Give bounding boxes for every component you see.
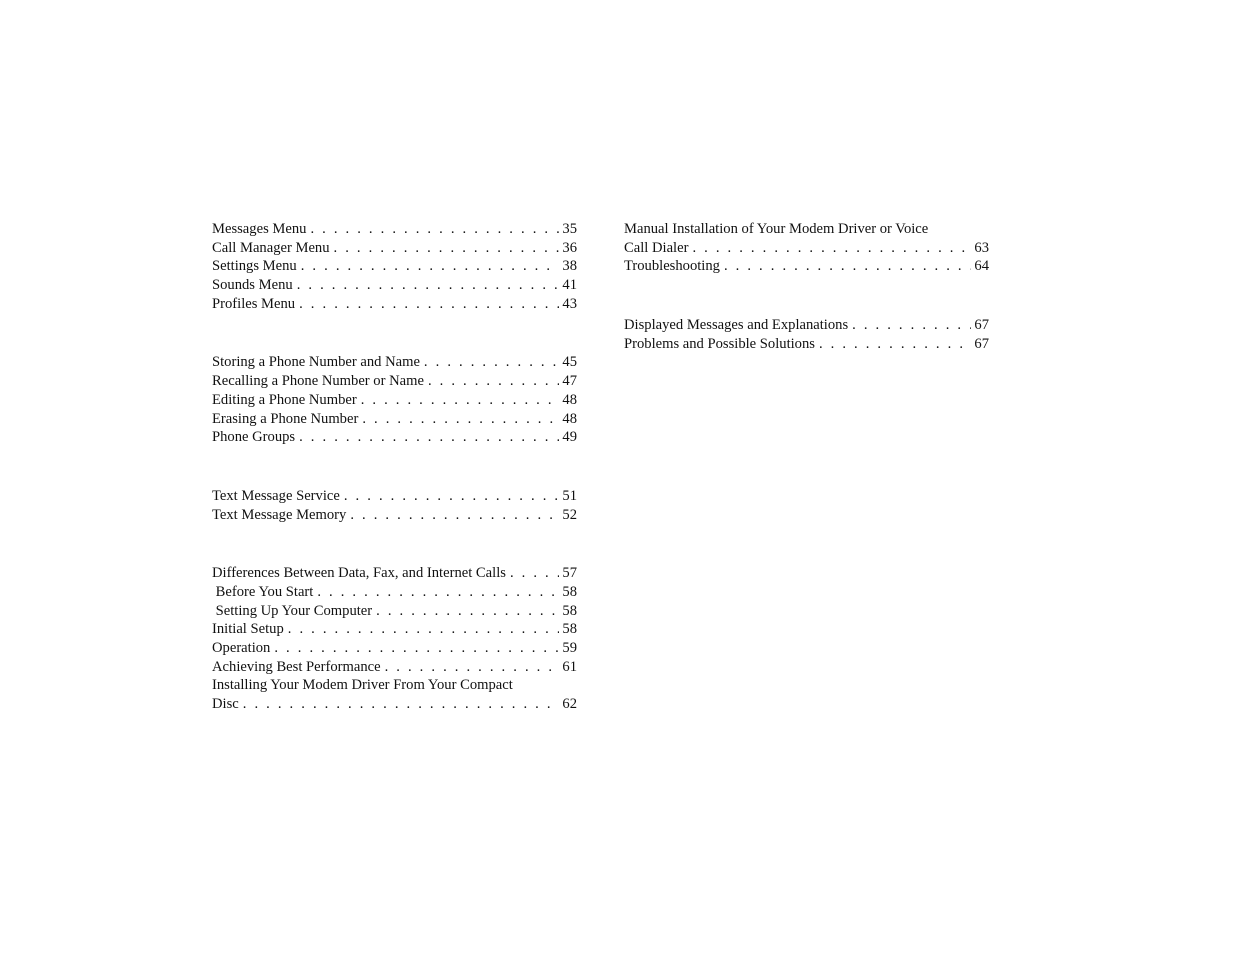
toc-entry[interactable] (212, 602, 577, 621)
leader-dots (288, 620, 560, 639)
toc-section (212, 220, 577, 313)
toc-entry-page-number: 48 (562, 391, 577, 408)
leader-dots (299, 295, 559, 314)
leader-dots (852, 316, 971, 335)
toc-entry-title: Messages Menu (212, 221, 307, 237)
leader-dots (376, 602, 559, 621)
section-gap (212, 524, 577, 564)
section-gap (624, 276, 989, 316)
toc-entry-title: Recalling a Phone Number or Name (212, 373, 424, 390)
section-gap (212, 313, 577, 353)
toc-entry-page-number: 43 (562, 295, 577, 312)
toc-entry[interactable] (212, 639, 577, 658)
toc-entry[interactable] (212, 220, 577, 239)
leader-dots (310, 220, 559, 239)
toc-entry-page-number: 63 (974, 239, 989, 256)
leader-dots (350, 506, 559, 525)
leader-dots (692, 239, 971, 258)
leader-dots (510, 564, 559, 583)
toc-entry-page-number: 61 (562, 658, 577, 675)
toc-entry-title: Operation (212, 640, 271, 656)
toc-entry-title: Settings Menu (212, 258, 297, 275)
leader-dots (243, 695, 560, 714)
toc-entry-title: Displayed Messages and Explanations (624, 317, 849, 334)
leader-dots (362, 410, 559, 429)
toc-entry[interactable] (212, 658, 577, 677)
toc-entry[interactable] (212, 353, 577, 372)
toc-entry-page-number: 58 (562, 621, 577, 638)
toc-entry[interactable] (212, 506, 577, 525)
toc-entry-title: Differences Between Data, Fax, and Internet Calls (212, 565, 506, 582)
toc-entry-page-number: 35 (562, 221, 577, 237)
leader-dots (344, 487, 560, 506)
toc-entry[interactable] (624, 239, 989, 258)
toc-entry-page-number: 62 (562, 696, 577, 713)
leader-dots (317, 583, 559, 602)
toc-entry-page-number: 57 (562, 565, 577, 582)
toc-right-column (624, 220, 989, 353)
leader-dots (274, 639, 559, 658)
toc-entry-title: Disc (212, 696, 239, 713)
toc-entry-title: Text Message Service (212, 487, 340, 504)
toc-entry-title: Call Manager Menu (212, 239, 330, 256)
toc-section (212, 487, 577, 524)
toc-entry[interactable] (624, 257, 989, 276)
toc-entry[interactable] (212, 410, 577, 429)
toc-entry[interactable] (212, 391, 577, 410)
leader-dots (385, 658, 560, 677)
toc-entry[interactable] (212, 239, 577, 258)
toc-entry-title: Call Dialer (624, 239, 689, 256)
toc-entry[interactable] (212, 487, 577, 506)
toc-section (624, 220, 989, 276)
toc-entry[interactable] (212, 276, 577, 295)
toc-entry[interactable] (212, 295, 577, 314)
toc-entry-title: Before You Start (212, 583, 314, 600)
toc-entry-page-number: 67 (974, 335, 989, 352)
leader-dots (334, 239, 560, 258)
toc-entry[interactable] (212, 620, 577, 639)
toc-entry[interactable] (212, 257, 577, 276)
toc-entry-title: Sounds Menu (212, 277, 293, 294)
toc-entry[interactable] (212, 372, 577, 391)
toc-entry-page-number: 64 (974, 258, 989, 275)
toc-entry-title: Text Message Memory (212, 506, 347, 523)
leader-dots (297, 276, 560, 295)
toc-entry[interactable] (212, 583, 577, 602)
toc-section (624, 316, 989, 353)
toc-entry-page-number: 36 (562, 239, 577, 256)
toc-entry-page-number: 45 (562, 354, 577, 371)
toc-entry-title: Setting Up Your Computer (212, 602, 373, 619)
leader-dots (428, 372, 559, 391)
toc-entry-page-number: 58 (562, 602, 577, 619)
toc-entry-title-line1[interactable]: Installing Your Modem Driver From Your Compact (212, 677, 513, 694)
toc-entry-title: Problems and Possible Solutions (624, 335, 815, 352)
toc-entry-page-number: 58 (562, 583, 577, 600)
toc-entry-page-number: 47 (562, 373, 577, 390)
toc-entry-title: Achieving Best Performance (212, 658, 381, 675)
toc-entry-title: Phone Groups (212, 429, 296, 446)
leader-dots (361, 391, 560, 410)
toc-entry-title: Troubleshooting (624, 258, 720, 275)
toc-entry-title: Editing a Phone Number (212, 391, 357, 408)
leader-dots (301, 257, 560, 276)
toc-entry-page-number: 48 (562, 410, 577, 427)
toc-entry-page-number: 41 (562, 277, 577, 294)
toc-entry-page-number: 49 (562, 429, 577, 446)
toc-left-column (212, 220, 577, 714)
section-gap (212, 447, 577, 487)
toc-entry-title: Profiles Menu (212, 295, 296, 312)
toc-entry-page-number: 59 (562, 640, 577, 656)
toc-entry-page-number: 51 (562, 487, 577, 504)
toc-entry[interactable] (624, 316, 989, 335)
toc-entry-title-line1[interactable]: Manual Installation of Your Modem Driver or Voice (624, 221, 929, 237)
toc-entry-page-number: 38 (562, 258, 577, 275)
leader-dots (819, 335, 971, 354)
toc-section (212, 564, 577, 714)
toc-entry[interactable] (212, 428, 577, 447)
toc-entry[interactable] (212, 695, 577, 714)
toc-section (212, 353, 577, 446)
leader-dots (724, 257, 971, 276)
toc-entry-title: Initial Setup (212, 621, 284, 638)
leader-dots (424, 353, 559, 372)
toc-entry[interactable] (624, 335, 989, 354)
toc-entry[interactable] (212, 564, 577, 583)
toc-entry-title: Storing a Phone Number and Name (212, 354, 420, 371)
toc-entry-title: Erasing a Phone Number (212, 410, 359, 427)
toc-entry-page-number: 67 (974, 317, 989, 334)
toc-entry-page-number: 52 (562, 506, 577, 523)
leader-dots (299, 428, 559, 447)
